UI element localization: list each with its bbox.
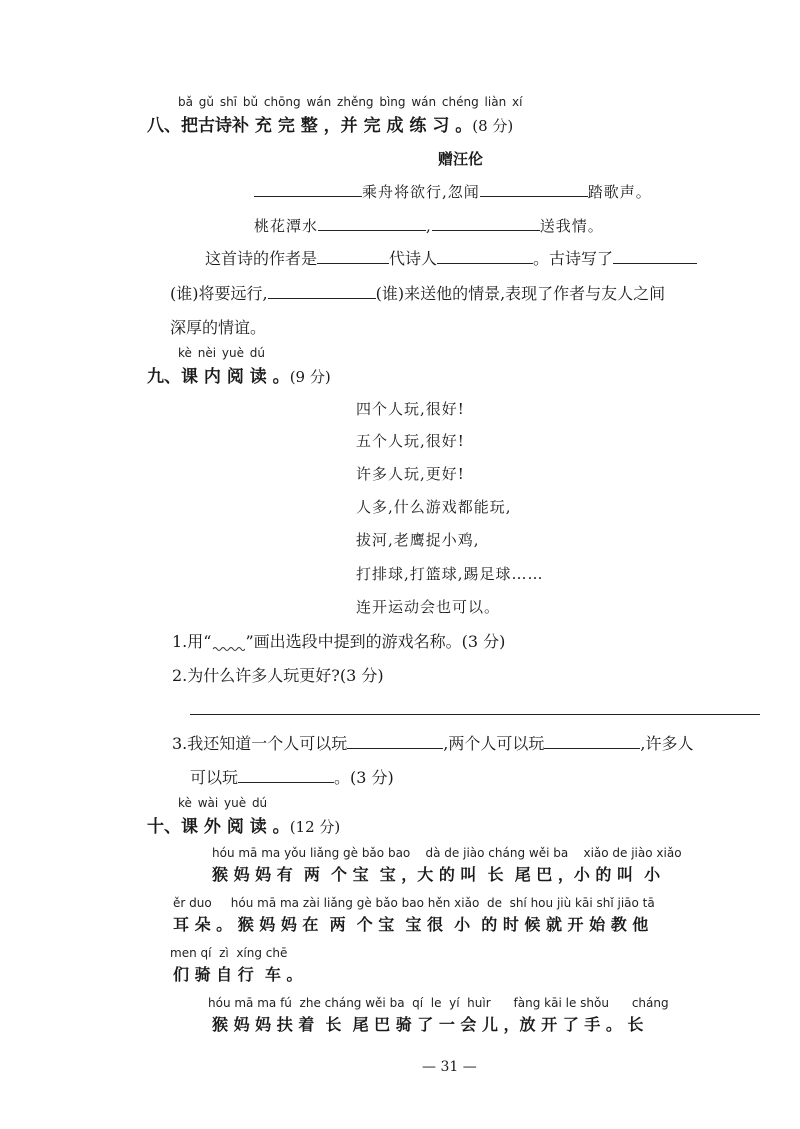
blank-q3-1[interactable]: [347, 732, 443, 749]
sec9-points: (9 分): [289, 368, 331, 386]
p2-a: (谁)将要远行,: [170, 284, 268, 303]
q1-b: ”画出选段中提到的游戏名称。(3 分): [245, 632, 506, 651]
blank-who-1[interactable]: [613, 247, 697, 264]
blank-4[interactable]: [432, 214, 540, 231]
poem-line-1-mid: 乘舟将欲行,忽闻: [362, 183, 480, 201]
story-line-3: 们 骑 自 行 车 。: [173, 965, 303, 984]
story-line-4: 猴 妈 妈 扶 着 长 尾 巴 骑 了 一 会 儿 ，放 开 了 手 。 长: [212, 1015, 644, 1034]
p1-a: 这首诗的作者是: [205, 249, 318, 268]
poem-title: 赠汪伦: [438, 150, 484, 168]
story-pinyin-1: hóu mā ma yǒu liǎng gè bǎo bao dà de jiào cháng wěi ba xiǎo de jiào xiǎo: [212, 846, 682, 860]
sec8-pinyin: bǎ gǔ shī bǔ chōng wán zhěng bìng wán chéng liàn xí: [178, 95, 523, 109]
story-pinyin-3: men qí zì xíng chē: [170, 946, 288, 960]
sec9-poem-line-3: 许多人玩,更好!: [356, 465, 465, 483]
p1-b: 代诗人: [389, 249, 438, 268]
poem-line-2: [254, 214, 604, 236]
blank-who-2[interactable]: [268, 282, 376, 299]
story-pinyin-4: hóu mā ma fú zhe cháng wěi ba qí le yí huìr fàng kāi le shǒu cháng: [208, 996, 669, 1010]
q3-b: ,两个人可以玩: [443, 734, 545, 753]
sec10-points: (12 分): [289, 818, 341, 836]
story-line-2: 耳 朵 。 猴 妈 妈 在 两 个 宝 宝 很 小 的 时 候 就 开 始 教 他: [173, 915, 649, 934]
sec9-poem-line-5: 拔河,老鹰捉小鸡,: [356, 531, 480, 549]
q1: [172, 629, 505, 652]
blank-q3-3[interactable]: [238, 766, 334, 783]
sec10-heading: [147, 812, 340, 837]
sec10-pinyin: kè wài yuè dú: [178, 796, 268, 810]
q3-a: 3.我还知道一个人可以玩: [172, 734, 348, 753]
sec9-poem-line-7: 连开运动会也可以。: [356, 598, 501, 616]
sec10-heading-text: 十、课 外 阅 读 。: [147, 817, 290, 837]
sec8-para-3: 深厚的情谊。: [170, 318, 267, 337]
blank-3[interactable]: [318, 214, 426, 231]
q1-a: 1.用“: [172, 632, 212, 651]
q3-c: ,许多人: [640, 734, 694, 753]
sec9-poem-line-6: 打排球,打篮球,踢足球……: [356, 565, 544, 583]
wavy-line-icon: [211, 640, 245, 652]
poem-line-2-start: 桃花潭水: [254, 217, 319, 235]
q3-line-1: [172, 731, 693, 754]
p1-c: 。古诗写了: [533, 249, 614, 268]
sec8-points: (8 分): [472, 117, 514, 135]
p2-b: (谁)来送他的情景,表现了作者与友人之间: [375, 284, 666, 303]
sec9-poem-line-4: 人多,什么游戏都能玩,: [356, 498, 512, 516]
sec8-para-1: [205, 246, 697, 269]
sec9-poem-line-2: 五个人玩,很好!: [356, 432, 465, 450]
q3-line-2: [190, 765, 394, 788]
q3-d: 可以玩: [190, 768, 239, 787]
q2: 2.为什么许多人玩更好?(3 分): [172, 666, 384, 685]
q2-answer-line[interactable]: [190, 714, 760, 715]
story-pinyin-2: ěr duo hóu mā ma zài liǎng gè bǎo bao hěn xiǎo de shí hou jiù kāi shǐ jiāo tā: [173, 896, 655, 910]
poem-line-2-end: 送我情。: [539, 217, 604, 235]
sec9-poem-line-1: 四个人玩,很好!: [356, 400, 465, 418]
poem-line-2-comma: ,: [426, 217, 432, 235]
poem-line-1-end: 踏歌声。: [587, 183, 652, 201]
blank-author[interactable]: [317, 247, 389, 264]
page-number: — 31 —: [422, 1059, 477, 1075]
sec8-heading: [147, 111, 513, 136]
sec8-para-2: [170, 281, 665, 304]
blank-2[interactable]: [480, 180, 588, 197]
q3-e: 。(3 分): [334, 768, 394, 787]
poem-line-1: [254, 180, 652, 202]
sec8-heading-text: 八、把古诗补 充 完 整 ，并 完 成 练 习 。: [147, 116, 473, 136]
blank-q3-2[interactable]: [544, 732, 640, 749]
blank-1[interactable]: [254, 180, 362, 197]
story-line-1: 猴 妈 妈 有 两 个 宝 宝 ，大 的 叫 长 尾 巴 ，小 的 叫 小: [212, 865, 661, 884]
sec9-heading-text: 九、课 内 阅 读 。: [147, 367, 290, 387]
sec9-heading: [147, 362, 331, 387]
sec9-pinyin: kè nèi yuè dú: [178, 346, 265, 360]
blank-poet[interactable]: [437, 247, 533, 264]
